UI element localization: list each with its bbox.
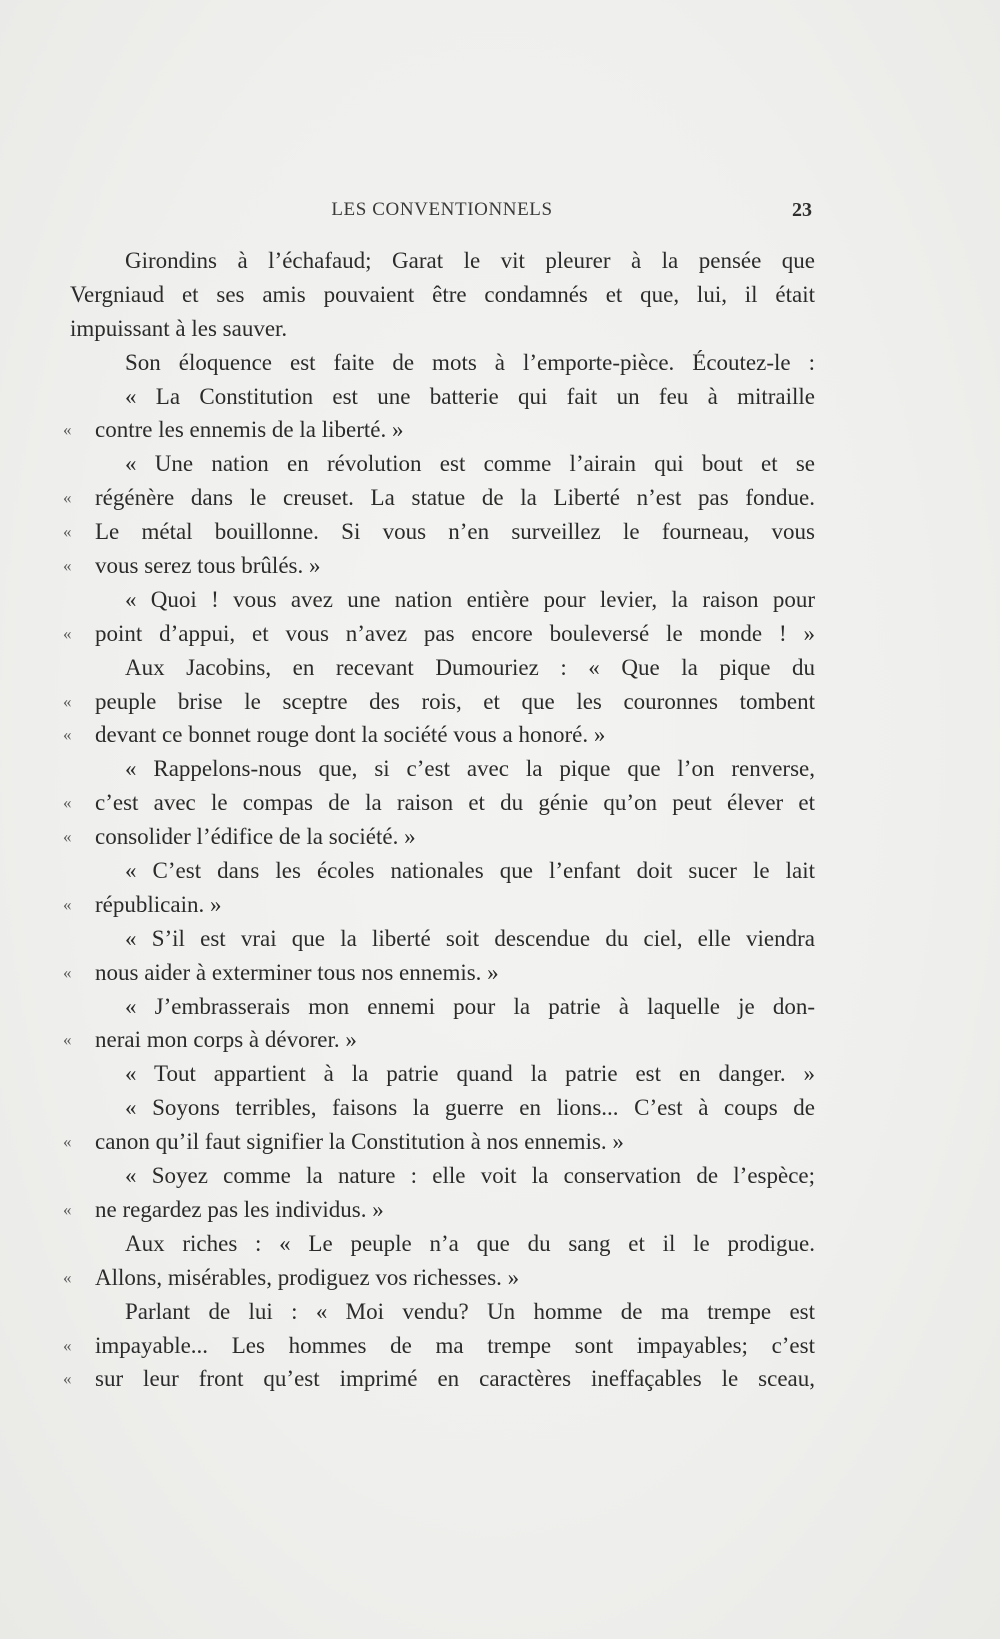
line-text: « Une nation en révolution est comme l’airain qui bout et se [125, 451, 815, 477]
text-line [50, 1362, 815, 1396]
quote-marker: « [63, 420, 72, 440]
text-line [50, 651, 815, 685]
running-title: LES CONVENTIONNELS [331, 199, 553, 220]
quote-marker: « [63, 894, 72, 914]
line-text: Vergniaud et ses amis pouvaient être condamnés et que, lui, il était [70, 281, 815, 307]
line-text: impayable... Les hommes de ma trempe sont impayables; c’est [95, 1332, 815, 1358]
text-line [50, 1193, 815, 1227]
quote-marker: « [63, 623, 72, 643]
text-line [50, 549, 815, 583]
text-line [50, 312, 815, 346]
text-line [50, 685, 815, 719]
text-line [50, 718, 815, 752]
line-text: canon qu’il faut signifier la Constitution à nos ennemis. » [95, 1129, 624, 1155]
line-text: Parlant de lui : « Moi vendu? Un homme de ma trempe est [125, 1298, 815, 1324]
line-text: ne regardez pas les individus. » [95, 1196, 384, 1222]
text-line [50, 380, 815, 414]
text-line [50, 583, 815, 617]
line-text: régénère dans le creuset. La statue de la Liberté n’est pas fondue. [95, 485, 815, 511]
text-line [50, 888, 815, 922]
line-text: consolider l’édifice de la société. » [95, 824, 416, 850]
line-text: Girondins à l’échafaud; Garat le vit pleurer à la pensée que [125, 248, 815, 273]
quote-marker: « [63, 1199, 72, 1219]
quote-marker: « [63, 1132, 72, 1152]
quote-marker: « [63, 556, 72, 576]
line-text: Aux Jacobins, en recevant Dumouriez : « Que la pique du [125, 654, 815, 680]
text-line [50, 515, 815, 549]
quote-marker: « [63, 691, 72, 711]
text-line [50, 1159, 815, 1193]
line-text: « Tout appartient à la patrie quand la patrie est en danger. » [125, 1061, 815, 1087]
running-head [72, 199, 812, 229]
line-text: « Rappelons-nous que, si c’est avec la pique que l’on renverse, [125, 756, 815, 782]
quote-marker: « [63, 962, 72, 982]
page-number: 23 [792, 199, 812, 221]
line-text: « Quoi ! vous avez une nation entière pour levier, la raison pour [125, 586, 815, 612]
quote-marker: « [63, 1030, 72, 1050]
quote-marker: « [63, 1267, 72, 1287]
text-line [50, 1227, 815, 1261]
line-text: Son éloquence est faite de mots à l’emporte-pièce. Écoutez-le : [125, 349, 815, 375]
line-text: nous aider à exterminer tous nos ennemis. » [95, 959, 499, 985]
quote-marker: « [63, 793, 72, 813]
line-text: républicain. » [95, 891, 222, 917]
body-text [50, 244, 815, 1396]
quote-marker: « [63, 1369, 72, 1389]
text-line [50, 820, 815, 854]
text-line [50, 1023, 815, 1057]
line-text: Allons, misérables, prodiguez vos richesses. » [95, 1264, 520, 1290]
text-line [50, 244, 815, 278]
line-text: « Soyons terribles, faisons la guerre en lions... C’est à coups de [125, 1095, 815, 1121]
quote-marker: « [63, 522, 72, 542]
line-text: nerai mon corps à dévorer. » [95, 1027, 357, 1053]
text-line [50, 786, 815, 820]
text-line [50, 413, 815, 447]
line-text: « J’embrasserais mon ennemi pour la patrie à laquelle je don- [125, 993, 815, 1019]
line-text: vous serez tous brûlés. » [95, 553, 321, 579]
line-text: peuple brise le sceptre des rois, et que les couronnes tombent [95, 688, 815, 714]
text-line [50, 1125, 815, 1159]
text-line [50, 481, 815, 515]
line-text: « La Constitution est une batterie qui fait un feu à mitraille [125, 383, 815, 409]
text-line [50, 617, 815, 651]
line-text: point d’appui, et vous n’avez pas encore bouleversé le monde ! » [95, 620, 815, 646]
quote-marker: « [63, 827, 72, 847]
text-line [50, 752, 815, 786]
line-text: « S’il est vrai que la liberté soit descendue du ciel, elle viendra [125, 925, 815, 951]
quote-marker: « [63, 488, 72, 508]
text-line [50, 1329, 815, 1363]
text-line [50, 956, 815, 990]
text-line [50, 447, 815, 481]
line-text: contre les ennemis de la liberté. » [95, 417, 404, 443]
text-line [50, 278, 815, 312]
quote-marker: « [63, 725, 72, 745]
quote-marker: « [63, 1335, 72, 1355]
text-line [50, 1295, 815, 1329]
line-text: c’est avec le compas de la raison et du génie qu’on peut élever et [95, 790, 815, 816]
text-line [50, 1261, 815, 1295]
line-text: Aux riches : « Le peuple n’a que du sang et il le prodigue. [125, 1230, 815, 1256]
line-text: « Soyez comme la nature : elle voit la conservation de l’espèce; [125, 1163, 815, 1189]
line-text: « C’est dans les écoles nationales que l’enfant doit sucer le lait [125, 858, 815, 884]
text-line [50, 1091, 815, 1125]
line-text: devant ce bonnet rouge dont la société vous a honoré. » [95, 722, 606, 748]
text-line [50, 854, 815, 888]
text-line [50, 346, 815, 380]
text-line [50, 990, 815, 1024]
text-line [50, 922, 815, 956]
line-text: impuissant à les sauver. [70, 315, 288, 341]
line-text: sur leur front qu’est imprimé en caractères ineffaçables le sceau, [95, 1366, 815, 1392]
text-line [50, 1057, 815, 1091]
line-text: Le métal bouillonne. Si vous n’en surveillez le fourneau, vous [95, 519, 815, 545]
